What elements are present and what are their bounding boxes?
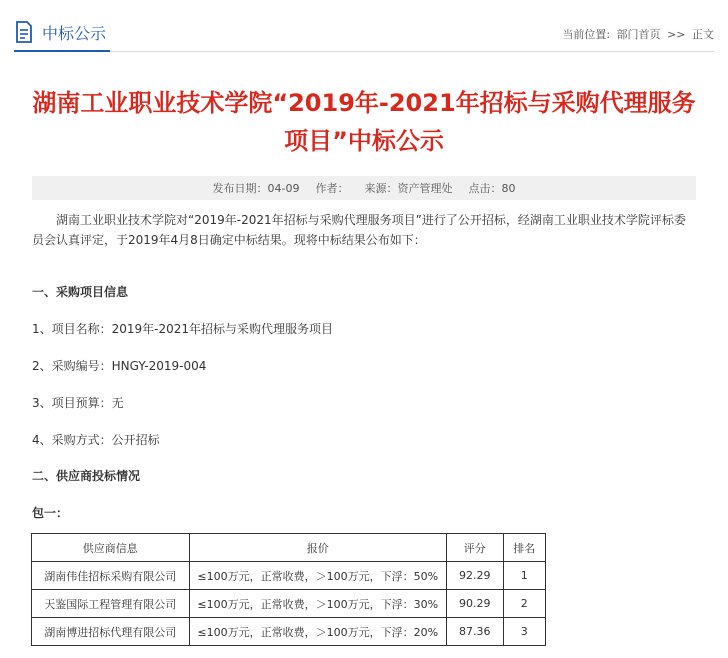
header-price: 报价 (189, 534, 446, 562)
header-supplier: 供应商信息 (32, 534, 190, 562)
table-header-row (32, 534, 546, 562)
rank-cell: 3 (503, 618, 545, 646)
procurement-method: 4、采购方式：公开招标 (32, 433, 160, 447)
score-cell: 92.29 (446, 562, 503, 590)
breadcrumb-label: 当前位置: (562, 28, 611, 41)
rank-cell: 1 (503, 562, 545, 590)
supplier-cell: 湖南博进招标代理有限公司 (32, 618, 190, 646)
publish-date: 发布日期：04-09 (212, 182, 300, 195)
procurement-number: 2、采购编号：HNGY-2019-004 (32, 359, 207, 373)
section-title: 中标公示 (42, 23, 107, 43)
breadcrumb-current: 正文 (692, 28, 714, 41)
page-header (14, 18, 714, 46)
price-cell: ≤100万元，正常收费，＞100万元，下浮：20% (189, 618, 446, 646)
price-cell: ≤100万元，正常收费，＞100万元，下浮：50% (189, 562, 446, 590)
section-header (14, 18, 106, 46)
price-cell: ≤100万元，正常收费，＞100万元，下浮：30% (189, 590, 446, 618)
breadcrumb (559, 26, 714, 42)
article-title-line1: 湖南工业职业技术学院“2019年-2021年招标与采购代理服务 (32, 89, 696, 117)
article-title-line2: 项目”中标公示 (284, 127, 444, 155)
article-title (24, 84, 704, 160)
project-budget: 3、项目预算：无 (32, 396, 124, 410)
header-rank: 排名 (503, 534, 545, 562)
project-name: 1、项目名称：2019年-2021年招标与采购代理服务项目 (32, 322, 334, 336)
table-row (32, 618, 546, 646)
header-score: 评分 (446, 534, 503, 562)
breadcrumb-separator: >> (667, 28, 686, 41)
section-heading-procurement: 一、采购项目信息 (32, 285, 129, 299)
bid-results-table (31, 533, 546, 646)
article-meta (32, 176, 696, 200)
supplier-cell: 天鉴国际工程管理有限公司 (32, 590, 190, 618)
hit-count: 点击：80 (468, 182, 516, 195)
source: 来源：资产管理处 (364, 182, 453, 195)
header-underline-active (14, 50, 110, 52)
score-cell: 90.29 (446, 590, 503, 618)
article-body (32, 210, 696, 250)
package-label: 包一： (32, 506, 69, 520)
intro-paragraph: 湖南工业职业技术学院对“2019年-2021年招标与采购代理服务项目”进行了公开招标，经湖南工业职业技术学院评标委员会认真评定，于2019年4月8日确定中标结果。现将中标结果公布如下： (32, 213, 686, 247)
score-cell: 87.36 (446, 618, 503, 646)
table-row (32, 562, 546, 590)
author: 作者： (315, 182, 349, 195)
document-icon (14, 21, 34, 43)
breadcrumb-home-link[interactable]: 部门首页 (616, 28, 661, 41)
header-underline (110, 51, 714, 52)
rank-cell: 2 (503, 590, 545, 618)
table-row (32, 590, 546, 618)
section-heading-bids: 二、供应商投标情况 (32, 469, 141, 483)
supplier-cell: 湖南伟佳招标采购有限公司 (32, 562, 190, 590)
